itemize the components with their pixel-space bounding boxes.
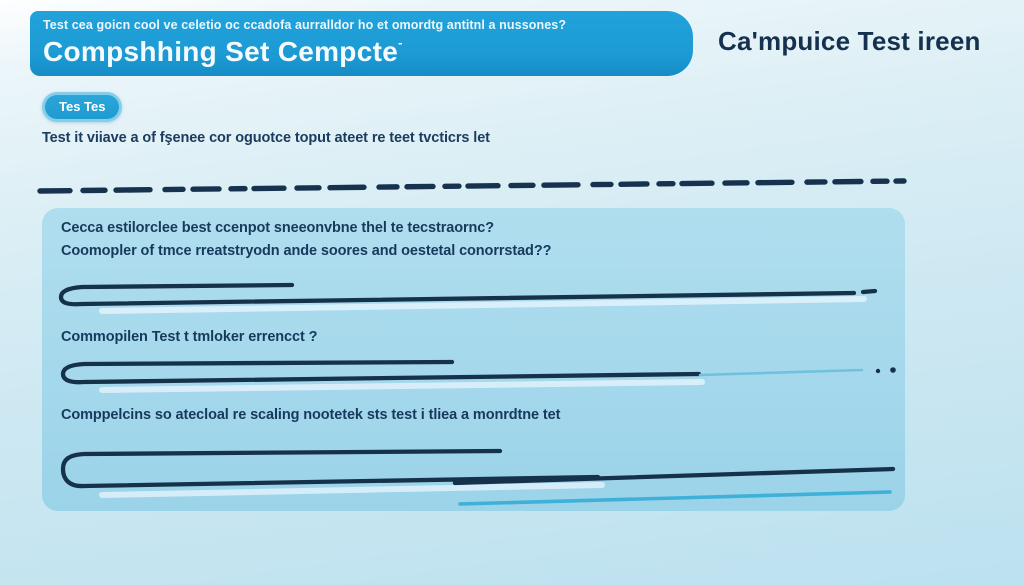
answer-field-2[interactable] — [56, 348, 902, 396]
header-title — [43, 35, 679, 68]
intro-text: Test it viiave a of fşenee cor oguotce toput ateet re teet tvcticrs let — [42, 130, 490, 146]
question-1-line-2: Coomopler of tmce rreatstryodn ande soores and oestetal conorrstad?? — [61, 243, 552, 259]
header-subtitle: Test cea goicn cool ve celetio oc ccadofa aurralldor ho et omordtg antitnl a nussones? — [43, 18, 567, 32]
page-title: Ca'mpuice Test ireen — [718, 26, 981, 56]
dashed-divider — [36, 172, 912, 200]
question-3-line-1: Comppelcins so atecloal re scaling nootetek sts test i tliea a monrdtne tet — [61, 407, 561, 423]
answer-field-3[interactable] — [56, 440, 900, 502]
dashed-divider-line — [40, 181, 904, 191]
header-title-mark: - — [398, 35, 403, 50]
question-1-line-1: Cecca estilorclee best ccenpot sneeonvbne thel te tecstraornc? — [61, 220, 494, 236]
answer-field-1[interactable] — [56, 270, 888, 316]
header-title-text: Compshhing Set Cempcte — [43, 36, 399, 67]
test-badge[interactable]: Tes Tes — [42, 92, 122, 122]
question-2-line-1: Commopilen Test t tmloker errencct ? — [61, 329, 318, 345]
question-panel — [42, 208, 905, 511]
header-banner — [30, 11, 693, 76]
